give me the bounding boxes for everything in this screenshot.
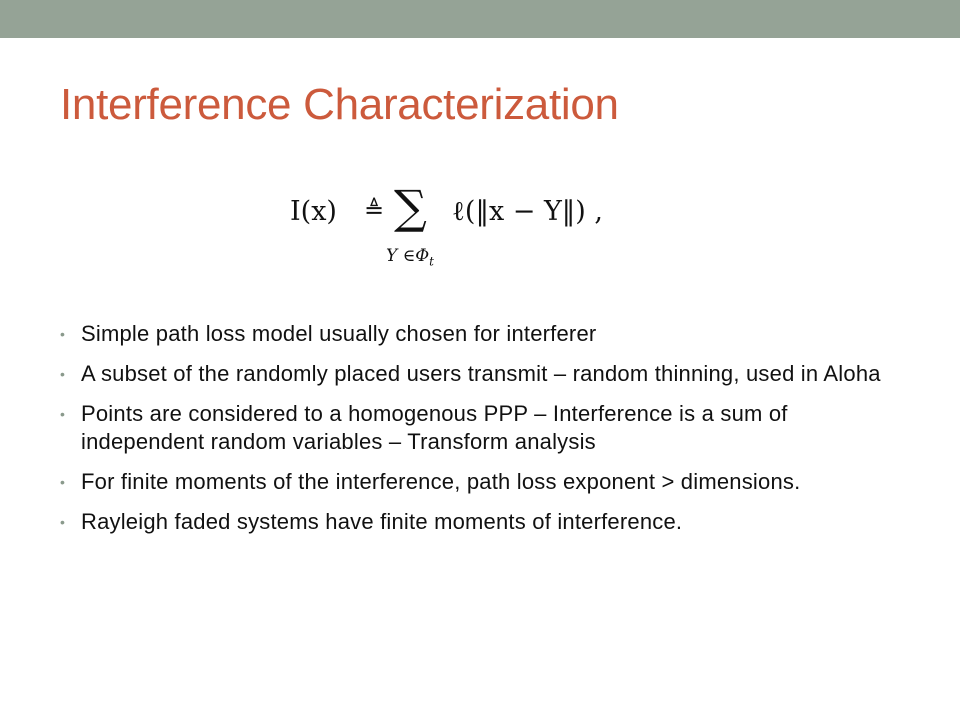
list-item (60, 468, 890, 496)
bullet-text: Rayleigh faded systems have finite moments of interference. (81, 509, 683, 534)
slide-title: Interference Characterization (60, 80, 619, 129)
interference-formula (286, 180, 626, 272)
list-item (60, 508, 890, 536)
bullet-dot-icon: • (60, 406, 66, 422)
bullet-text: Points are considered to a homogenous PPP – Interference is a sum of independent random variables – Transform analysis (81, 401, 788, 454)
bullet-list (60, 320, 890, 548)
top-accent-bar (0, 0, 960, 38)
list-item (60, 360, 890, 388)
formula-lhs: I(x) (290, 196, 337, 227)
bullet-dot-icon: • (60, 474, 66, 490)
formula-rhs: ℓ(‖x − Y‖) , (452, 196, 604, 227)
list-item (60, 320, 890, 348)
formula-subscript (386, 246, 434, 268)
bullet-dot-icon: • (60, 366, 66, 382)
formula-subscript-base: Y ∈Φ (386, 246, 430, 266)
list-item (60, 400, 890, 456)
bullet-text: A subset of the randomly placed users transmit – random thinning, used in Aloha (81, 361, 881, 386)
bullet-text: For finite moments of the interference, path loss exponent > dimensions. (81, 469, 801, 494)
bullet-dot-icon: • (60, 514, 66, 530)
bullet-text: Simple path loss model usually chosen for interferer (81, 321, 597, 346)
formula-subscript-index: t (429, 254, 434, 269)
formula-defined-as: ≜ (364, 196, 385, 224)
formula-sum-symbol: ∑ (394, 180, 427, 234)
bullet-dot-icon: • (60, 326, 66, 342)
